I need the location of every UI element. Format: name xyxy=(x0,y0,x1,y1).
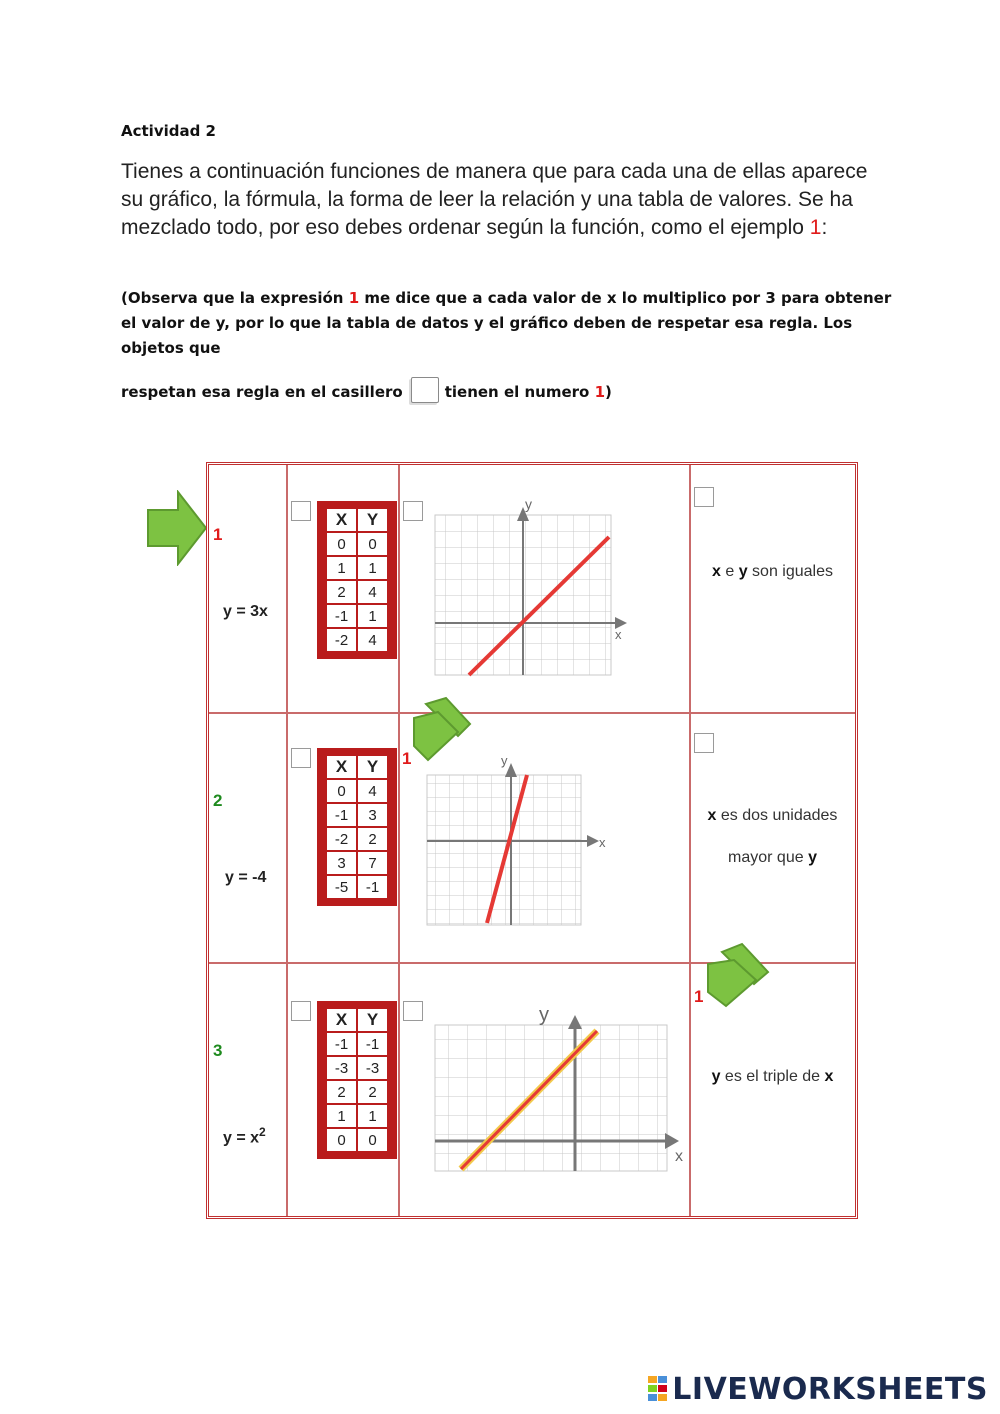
intro-example-number: 1 xyxy=(809,216,822,239)
table-cell: 1 xyxy=(326,1104,357,1128)
row2-value-table xyxy=(317,748,397,906)
desc-bold: y xyxy=(738,563,748,580)
row1-table-answer-box[interactable] xyxy=(291,501,311,521)
row2-number: 2 xyxy=(213,791,223,810)
table-header-y: Y xyxy=(357,1008,388,1032)
table-cell: 0 xyxy=(326,532,357,556)
table-cell: -1 xyxy=(326,1032,357,1056)
row1-number: 1 xyxy=(213,525,223,544)
desc-bold: y xyxy=(808,849,817,866)
table-cell: 7 xyxy=(357,851,388,875)
row3-value-table xyxy=(317,1001,397,1159)
table-header-x: X xyxy=(326,508,357,532)
row2-formula: y = -4 xyxy=(225,869,267,886)
intro-colon: : xyxy=(821,216,828,239)
note-number: 1 xyxy=(348,289,360,307)
row2-table-answer-box[interactable] xyxy=(291,748,311,768)
example-checkbox-icon xyxy=(411,377,439,403)
desc-text: son iguales xyxy=(747,563,833,580)
table-cell: 2 xyxy=(326,1080,357,1104)
table-cell: 1 xyxy=(357,604,388,628)
arrow-down-left-icon xyxy=(702,940,772,1008)
table-header-y: Y xyxy=(357,508,388,532)
table-cell: 4 xyxy=(357,779,388,803)
desc-bold: x xyxy=(707,807,717,824)
table-cell: 3 xyxy=(357,803,388,827)
intro-text: Tienes a continuación funciones de manera que para cada una de ellas aparece su gráfico, la fórmula, la forma de leer la relación y una tabla de valores. Se ha mezclado todo, por eso debes ordenar según la función, como el ejemplo xyxy=(121,160,868,239)
table-cell: -3 xyxy=(326,1056,357,1080)
table-cell: -1 xyxy=(357,1032,388,1056)
row2-desc-answer-box[interactable] xyxy=(694,733,714,753)
table-cell: 1 xyxy=(357,556,388,580)
note-text-a: (Observa que la expresión xyxy=(121,289,349,307)
table-cell: 4 xyxy=(357,580,388,604)
note-text-c: respetan esa regla en el casillero xyxy=(121,383,403,401)
graph-y-label: y xyxy=(501,755,508,768)
table-cell: 1 xyxy=(357,1104,388,1128)
row1-value-table xyxy=(317,501,397,659)
matching-grid xyxy=(206,462,858,1219)
note-number-2: 1 xyxy=(594,383,606,401)
row2-graph-badge: 1 xyxy=(402,749,412,768)
table-cell: -2 xyxy=(326,827,357,851)
note-text-d: tienen el numero xyxy=(444,383,595,401)
row3-graph xyxy=(429,1001,689,1181)
note-paragraph xyxy=(121,286,901,405)
table-cell: 0 xyxy=(326,779,357,803)
row3-formula xyxy=(223,1125,266,1147)
row2-description xyxy=(690,795,855,879)
table-cell: 2 xyxy=(357,1080,388,1104)
instructions-paragraph xyxy=(121,158,881,242)
table-cell: -1 xyxy=(357,875,388,899)
table-cell: 2 xyxy=(326,580,357,604)
graph-x-label: x xyxy=(599,835,606,850)
desc-text: e xyxy=(720,563,739,580)
liveworksheets-logo xyxy=(648,1372,988,1407)
desc-bold: y xyxy=(711,1068,721,1085)
table-cell: 1 xyxy=(326,556,357,580)
table-cell: 3 xyxy=(326,851,357,875)
table-cell: 0 xyxy=(357,1128,388,1152)
activity-title: Actividad 2 xyxy=(121,122,216,140)
table-cell: -5 xyxy=(326,875,357,899)
table-cell: 4 xyxy=(357,628,388,652)
table-header-y: Y xyxy=(357,755,388,779)
table-header-x: X xyxy=(326,755,357,779)
graph-x-label: x xyxy=(615,627,622,642)
row1-formula: y = 3x xyxy=(223,603,268,620)
row3-number: 3 xyxy=(213,1041,223,1060)
table-header-x: X xyxy=(326,1008,357,1032)
row3-description xyxy=(690,1056,855,1098)
desc-text: es el triple de xyxy=(720,1068,825,1085)
row1-description xyxy=(690,551,855,593)
note-close-paren: ) xyxy=(605,383,612,401)
table-cell: 2 xyxy=(357,827,388,851)
row1-graph-answer-box[interactable] xyxy=(403,501,423,521)
row2-graph xyxy=(421,755,611,935)
graph-x-label: x xyxy=(675,1148,683,1165)
row3-graph-answer-box[interactable] xyxy=(403,1001,423,1021)
formula-exponent: 2 xyxy=(259,1125,266,1139)
row3-table-answer-box[interactable] xyxy=(291,1001,311,1021)
table-cell: -2 xyxy=(326,628,357,652)
brand-text: LIVEWORKSHEETS xyxy=(672,1372,988,1407)
table-cell: 0 xyxy=(357,532,388,556)
table-cell: 0 xyxy=(326,1128,357,1152)
table-cell: -3 xyxy=(357,1056,388,1080)
desc-text: mayor que xyxy=(728,849,809,866)
graph-y-label: y xyxy=(525,499,532,512)
note-text-b: me dice que a cada valor de x lo multiplico por 3 para obtener el valor de y, por lo que la tabla de datos y el gráfico deben de respetar esa regla. Los objetos que xyxy=(121,289,892,357)
graph-y-label: y xyxy=(539,1004,549,1026)
table-cell: -1 xyxy=(326,803,357,827)
table-cell: -1 xyxy=(326,604,357,628)
formula-base: y = x xyxy=(223,1129,260,1147)
liveworksheets-logo-icon xyxy=(648,1376,668,1402)
arrow-right-icon xyxy=(146,490,208,566)
arrow-down-left-icon xyxy=(408,694,474,764)
row3-desc-badge: 1 xyxy=(694,987,704,1006)
row1-graph xyxy=(429,499,629,679)
desc-text: es dos unidades xyxy=(716,807,838,824)
desc-bold: x xyxy=(712,563,721,580)
desc-bold: x xyxy=(824,1068,834,1085)
row1-desc-answer-box[interactable] xyxy=(694,487,714,507)
